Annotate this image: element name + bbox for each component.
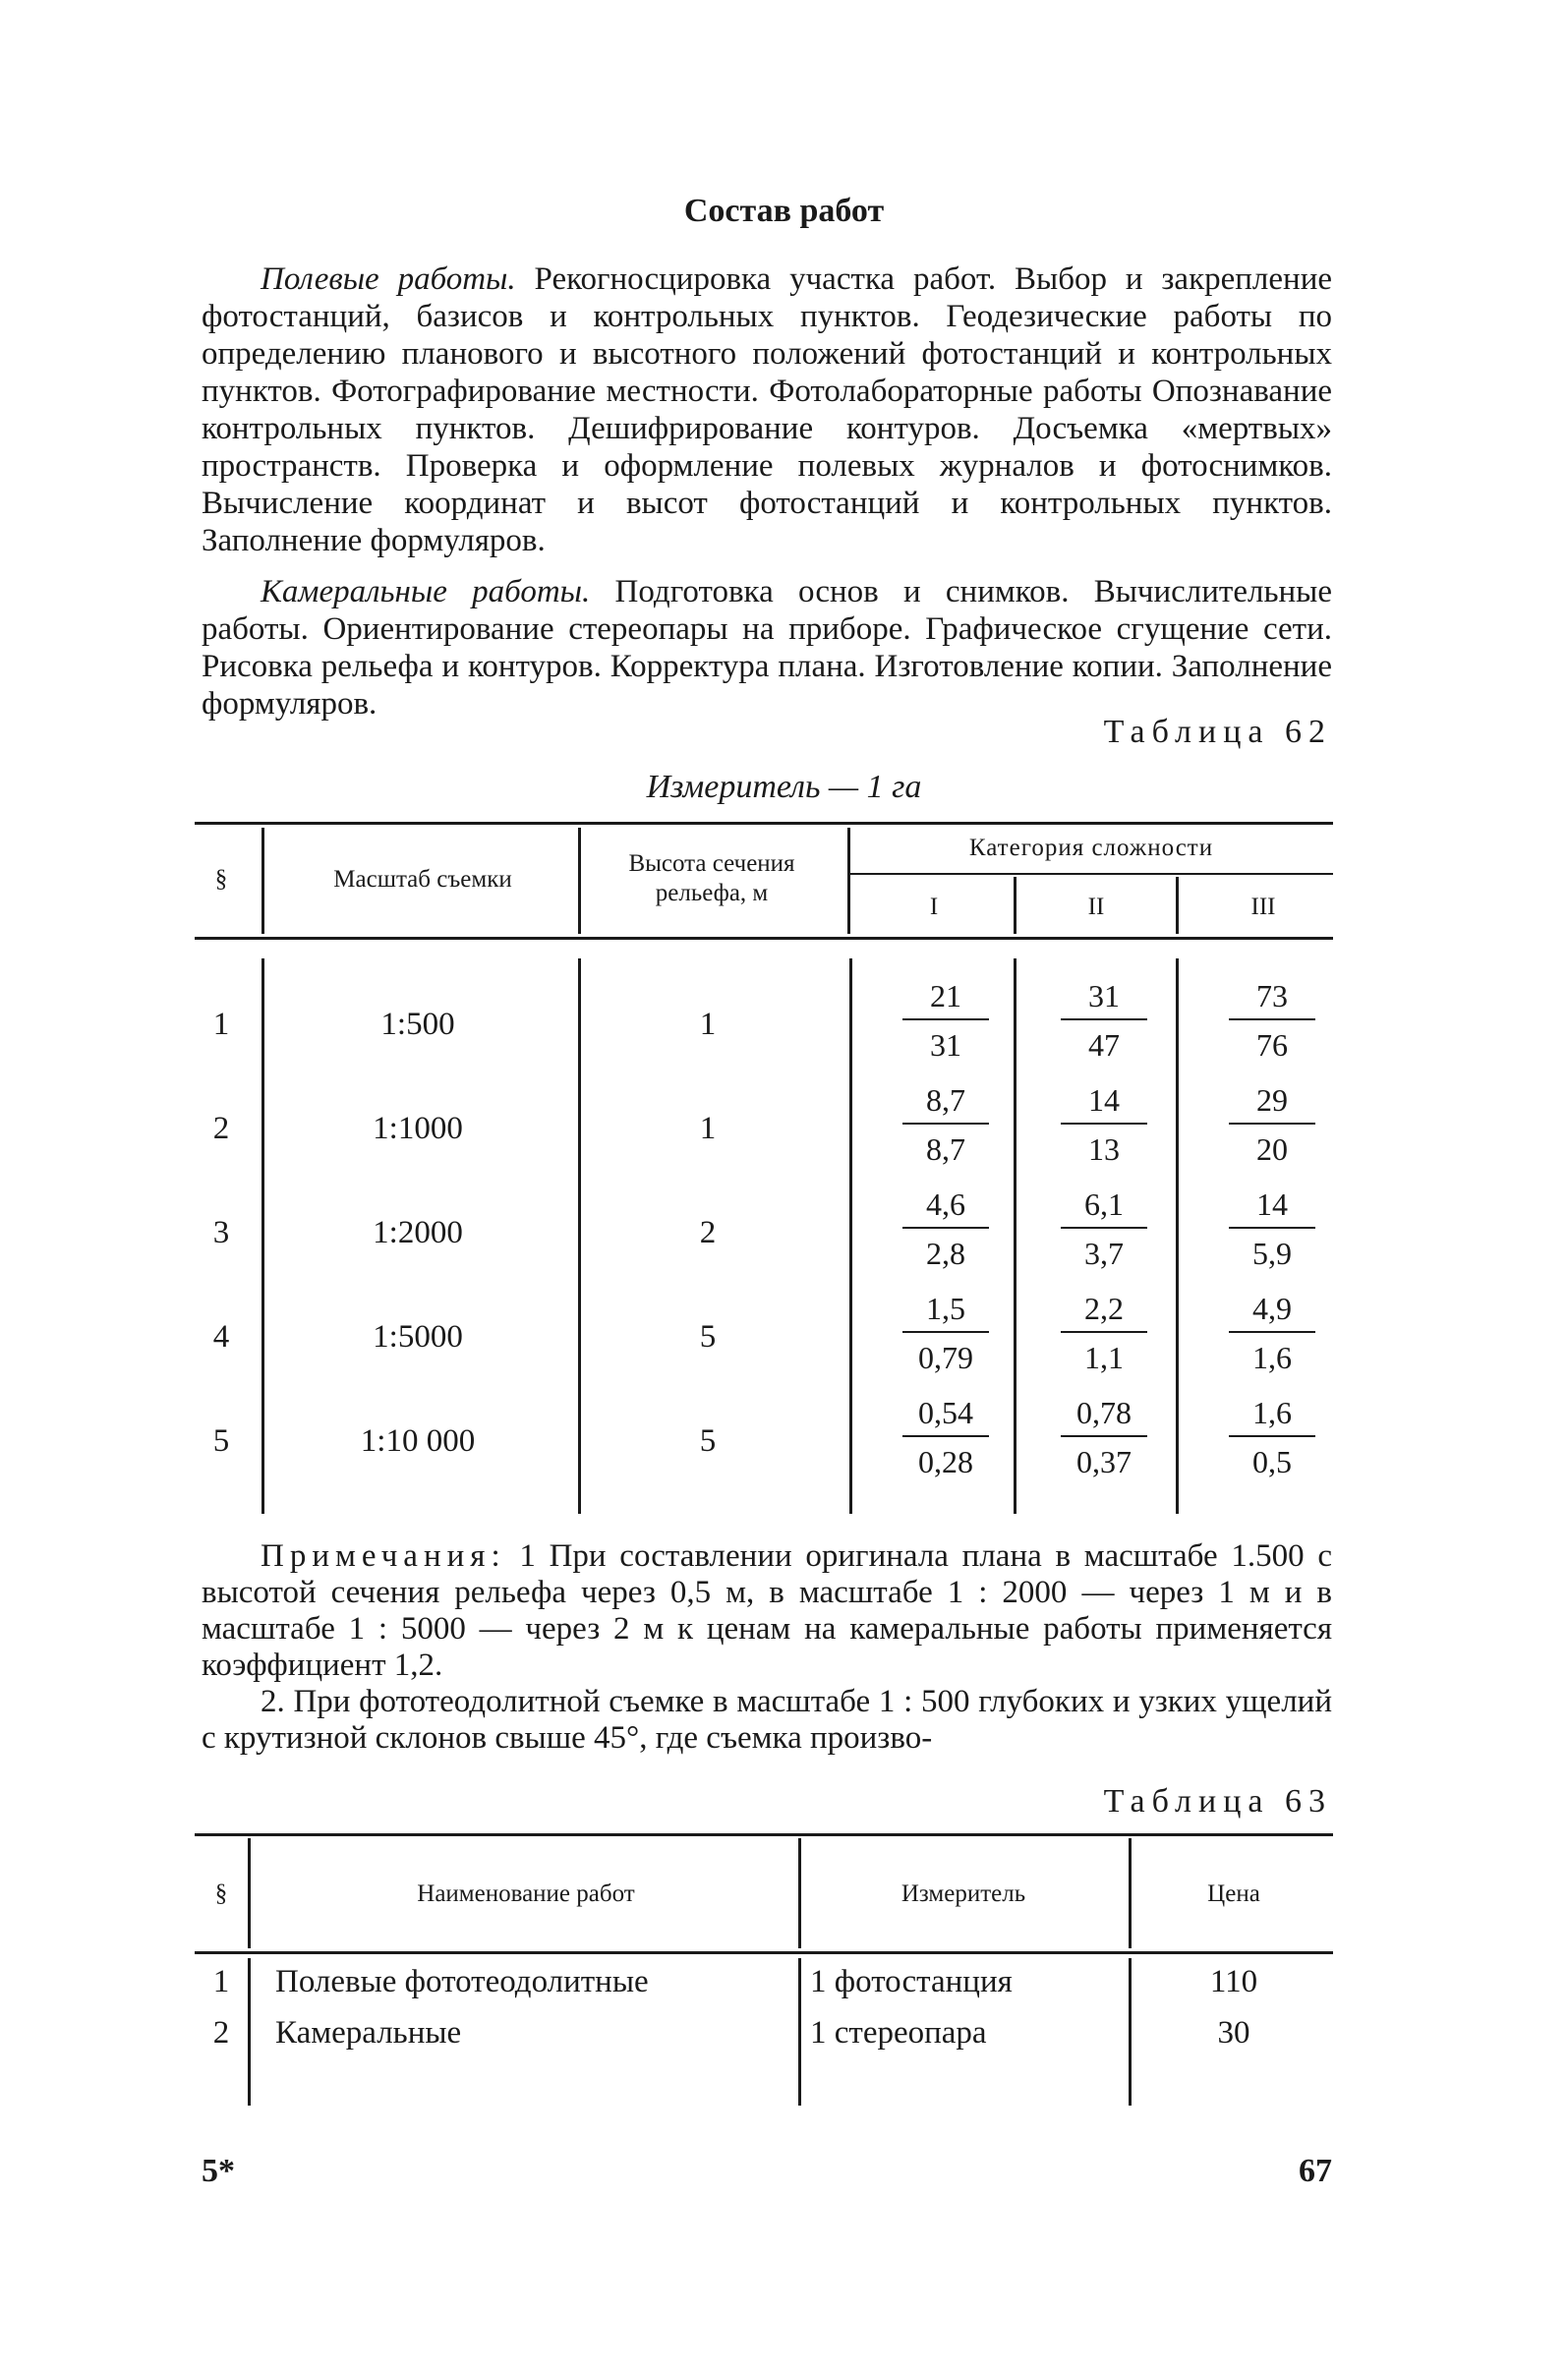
table62-header-section: § [214,866,228,893]
table62-row-number: 5 [212,1423,230,1459]
table63-row-number: 1 [212,1964,230,1999]
table62-row-number: 4 [212,1319,230,1355]
fraction-numerator: 21 [930,978,961,1013]
note-1-text: 1 При составлении оригинала плана в масштабе 1.500 с высотой сечения рельефа через 0,5 м, в масштабе 1 : 2000 — через 1 м и в масштабе 1 : 5000 — через 2 м к ценам на камеральные работы применяется коэффициент 1,2. [202,1538,1332,1683]
table63-unit-cell: 1 стереопара [810,2015,987,2051]
table62-row-number: 1 [212,1007,230,1042]
field-works-paragraph [202,260,1332,559]
table62-scale-cell: 1:500 [380,1007,455,1042]
note-2: 2. При фототеодолитной съемке в масштабе 1 : 500 глубоких и узких ущелий с крутизной склонов свыше 45°, где съемка произво- [202,1684,1332,1756]
fraction-denominator: 1,1 [1084,1340,1124,1375]
table62-price-fraction [1223,1390,1321,1482]
table62-header-cat1: I [929,894,939,920]
table62-price-fraction [1055,1390,1153,1482]
table62-price-fraction [1223,973,1321,1066]
fraction-numerator: 14 [1088,1082,1120,1118]
table63-vline [798,1958,801,2106]
fraction-numerator: 31 [1088,978,1120,1013]
office-works-text: Подготовка основ и снимков. Вычислительные работы. Ориентирование стереопары на приборе. Графическое сгущение сети. Рисовка рельефа и контуров. Корректура плана. Изготовление копии. Заполнение формуляров. [202,574,1332,722]
table62-height-cell: 1 [699,1007,717,1042]
office-works-paragraph [202,573,1332,723]
table63-unit-cell: 1 фотостанция [810,1964,1013,1999]
table62-header-height: Высота сечения рельефа, м [628,850,795,906]
fraction-denominator: 3,7 [1084,1236,1124,1271]
table62-price-fraction [1223,1286,1321,1378]
table63-price-cell: 110 [1209,1964,1258,1999]
table63-row-number: 2 [212,2015,230,2051]
fraction-numerator: 0,54 [918,1395,973,1430]
table62-header-category: Категория сложности [968,835,1214,861]
table63-header-name: Наименование работ [417,1880,635,1907]
table62-vline [261,958,264,1514]
table62-vline [1176,877,1179,934]
table62-scale-cell: 1:5000 [373,1319,463,1355]
table62-top-rule [195,822,1333,825]
table63-header-section: § [214,1880,228,1907]
fraction-denominator: 47 [1088,1027,1120,1063]
table62-vline [578,958,581,1514]
fraction-numerator: 1,5 [926,1291,965,1326]
table62-price-fraction [1055,1286,1153,1378]
fraction-numerator: 73 [1256,978,1288,1013]
page-number: 67 [1299,2153,1332,2189]
field-works-lead: Полевые работы. [261,261,516,297]
table62-vline [1014,877,1016,934]
table62-price-fraction [1223,1182,1321,1274]
table63-header-price: Цена [1207,1880,1260,1907]
fraction-numerator: 0,78 [1076,1395,1132,1430]
footer-signature: 5* [202,2153,235,2189]
table62-row-number: 3 [212,1215,230,1250]
table63-header-unit: Измеритель [900,1880,1026,1907]
table62-price-fraction [1223,1077,1321,1170]
table62-scale-cell: 1:2000 [373,1215,463,1250]
fraction-denominator: 5,9 [1252,1236,1292,1271]
fraction-denominator: 31 [930,1027,961,1063]
fraction-denominator: 0,37 [1076,1444,1132,1479]
table63-header-rule [195,1951,1333,1954]
field-works-text: Рекогносцировка участка работ. Выбор и закрепление фотостанций, базисов и контрольных пунктов. Геодезические работы по определению планового и высотного положений фотостанций и контрольных пунктов. Фотографирование местности. Фотолабораторные работы Опознавание контрольных пунктов. Дешифрирование контуров. Досъемка «мертвых» пространств. Проверка и оформление полевых журналов и фотоснимков. Вычисление координат и высот фотостанций и контрольных пунктов. Заполнение формуляров. [202,261,1332,558]
notes [202,1538,1332,1757]
fraction-denominator: 8,7 [926,1131,965,1167]
table62-vline [578,828,581,934]
table62-header-cat3: III [1250,894,1276,920]
table62-vline [1176,958,1179,1514]
table62-vline [849,958,852,1514]
table63-price-cell: 30 [1217,2015,1250,2051]
fraction-numerator: 4,9 [1252,1291,1292,1326]
table62-category-rule [849,873,1333,875]
table62-price-fraction [897,1390,995,1482]
table62-vline [847,828,850,934]
fraction-denominator: 20 [1256,1131,1288,1167]
fraction-numerator: 8,7 [926,1082,965,1118]
table62-header-cat2: II [1087,894,1105,920]
table62-height-cell: 1 [699,1111,717,1146]
fraction-denominator: 13 [1088,1131,1120,1167]
table63-vline [1129,1838,1132,1948]
table62-height-cell: 5 [699,1423,717,1459]
table63-vline [1129,1958,1132,2106]
table62-price-fraction [1055,973,1153,1066]
fraction-numerator: 2,2 [1084,1291,1124,1326]
table63-caption: Таблица 63 [1103,1783,1332,1820]
notes-label: Примечания: [261,1538,506,1574]
table62-height-cell: 2 [699,1215,717,1250]
table62-height-cell: 5 [699,1319,717,1355]
table62-vline [1014,958,1016,1514]
table62-price-fraction [897,1286,995,1378]
table62-unit: Измеритель — 1 га [646,769,922,805]
fraction-denominator: 0,28 [918,1444,973,1479]
fraction-denominator: 0,79 [918,1340,973,1375]
fraction-numerator: 1,6 [1252,1395,1292,1430]
fraction-denominator: 2,8 [926,1236,965,1271]
fraction-numerator: 4,6 [926,1186,965,1222]
table62-price-fraction [897,973,995,1066]
fraction-numerator: 14 [1256,1186,1288,1222]
table62-header-rule [195,937,1333,940]
section-heading: Состав работ [683,193,885,229]
table62-row-number: 2 [212,1111,230,1146]
table62-caption: Таблица 62 [1103,714,1332,750]
table63-name-cell: Камеральные [275,2015,462,2051]
office-works-lead: Камеральные работы. [261,574,591,609]
table62-vline [261,828,264,934]
table63-vline [248,1958,251,2106]
table62-header-scale: Масштаб съемки [333,866,512,893]
table63-vline [798,1838,801,1948]
table62-price-fraction [1055,1077,1153,1170]
table62-price-fraction [897,1182,995,1274]
fraction-denominator: 0,5 [1252,1444,1292,1479]
table63-name-cell: Полевые фототеодолитные [275,1964,649,1999]
note-1 [202,1538,1332,1684]
fraction-numerator: 6,1 [1084,1186,1124,1222]
table62-price-fraction [897,1077,995,1170]
table63-top-rule [195,1833,1333,1836]
table62-scale-cell: 1:10 000 [360,1423,476,1459]
table62-price-fraction [1055,1182,1153,1274]
fraction-denominator: 1,6 [1252,1340,1292,1375]
table63-vline [248,1838,251,1948]
fraction-numerator: 29 [1256,1082,1288,1118]
fraction-denominator: 76 [1256,1027,1288,1063]
table62-scale-cell: 1:1000 [373,1111,463,1146]
